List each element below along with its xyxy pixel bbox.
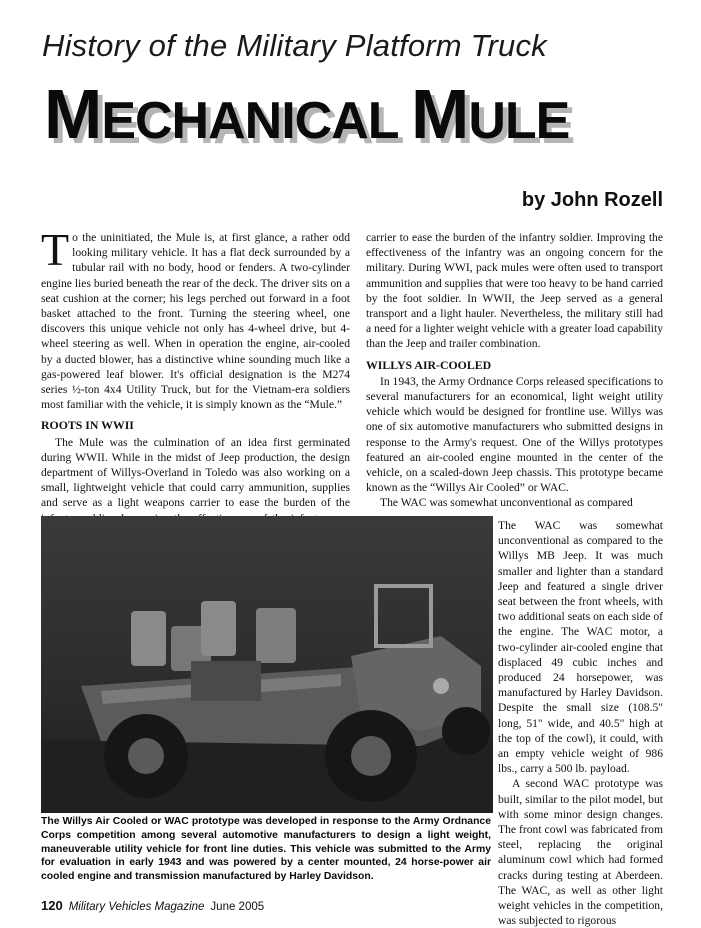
title-initial-1: M bbox=[44, 75, 102, 153]
title-rest-2: ULE bbox=[468, 92, 570, 150]
title-initial-2: M bbox=[411, 75, 469, 153]
intro-paragraph bbox=[41, 224, 350, 412]
willys-paragraph-2: The WAC was somewhat unconventional as compared to the Willys MB Jeep. It was much smaller and lighter than a standard Jeep and featured a single driver seat between the front wheels, with two additional seats on each side of the engine. The WAC motor, a two-cylinder air-cooled engine that displaced 49 cubic inches and produced 24 horsepower, was manufactured by Harley Davidson. Despite the small size (108.5" long, 51" wide, and 40.5" high at the top of the cowl), it could, with an empty vehicle weight of 986 lbs., carry a 500 lb. payload. bbox=[498, 519, 663, 776]
article-kicker: History of the Military Platform Truck bbox=[42, 28, 547, 63]
drop-cap: T bbox=[41, 224, 70, 275]
page-number: 120 bbox=[41, 898, 63, 913]
roots-paragraph-continued: carrier to ease the burden of the infantry soldier. Improving the effectiveness of the infantry was an ongoing concern for the military. During WWI, pack mules were often used to transport ammunition and supplies that were too heavy to be hand carried by the foot soldier. In WWII, the Jeep served as a general transport and a light hauler. Nevertheless, the military still had a need for a lighter weight vehicle with a greater load capability than the Jeep and trailer combination. bbox=[366, 231, 663, 351]
column-left bbox=[41, 224, 350, 512]
section-heading-roots: ROOTS IN WWII bbox=[41, 418, 134, 433]
willys-paragraph-1: In 1943, the Army Ordnance Corps released specifications to several manufacturers for an economical, light weight utility vehicle which would be designed for frontline use. Willys was one of six automotive manufacturers who submitted designs in response to the Army's request. One of the Willys prototypes featured an air-cooled engine mounted in the center of the vehicle, on a scaled-down Jeep chassis. This prototype became known as the “Willys Air Cooled” or WAC. bbox=[366, 374, 663, 495]
title-rest-1: ECHANICAL bbox=[101, 92, 412, 150]
willys-paragraph-3: A second WAC prototype was built, similar to the pilot model, but with some minor design changes. The front cowl was fabricated from steel, replacing the original aluminum cowl which had formed cracks during testing at Aberdeen. The WAC, as well as other light weight vehicles in the competition, was subjected to rigorous bbox=[498, 777, 663, 928]
intro-text: o the uninitiated, the Mule is, at first glance, a rather odd looking military vehicle. It has a flat deck surrounded by a tubular rail with no body, hood or fenders. A two-cylinder engine lies buried beneath the rear of the deck. The driver sits on a seat cushion at the corner; his legs perched out forward in a foot basket attached to the front. Turning the steering wheel, one discovers this unique vehicle not only has 4-wheel drive, but 4-wheel steering as well. When in operation the engine, air-cooled by a ducted blower, has a distinctive whine sounding much like a gas-powered leaf blower. It's official designation is the M274 series ½-ton 4x4 Utility Truck, but for the Vietnam-era soldiers most familiar with the vehicle, it is simply known as the “Mule.” bbox=[41, 231, 350, 412]
article-title bbox=[44, 72, 684, 163]
vehicle-illustration bbox=[41, 516, 493, 813]
section-heading-willys: WILLYS AIR-COOLED bbox=[366, 357, 492, 372]
roots-paragraph: The Mule was the culmination of an idea first germinated during WWII. While in the midst of Jeep production, the design department of Willys-Overland in Toledo was also working on a small, lightweight vehicle that could carry ammunition, supplies and serve as a light weapons carrier to ease the burden of the bbox=[41, 435, 350, 510]
issue-date: June 2005 bbox=[210, 901, 265, 913]
photo-caption: The Willys Air Cooled or WAC prototype was developed in response to the Army Ordnance Corps competition among several automotive manufacturers to design a light weight, maneuverable utility vehicle for front line duties. This vehicle was submitted to the Army for evaluation in early 1943 and was powered by a center mounted, 24 horse-power air cooled engine and transmission manufactured by Harley Davidson. bbox=[41, 816, 491, 883]
willys-paragraph-2-start: The WAC was somewhat unconventional as compared bbox=[380, 496, 633, 510]
byline: by John Rozell bbox=[521, 189, 663, 211]
column-right bbox=[366, 230, 663, 518]
magazine-name: Military Vehicles Magazine bbox=[68, 901, 205, 913]
column-wrap bbox=[498, 518, 663, 928]
wac-prototype-photo bbox=[41, 516, 493, 813]
page-footer bbox=[41, 898, 264, 913]
